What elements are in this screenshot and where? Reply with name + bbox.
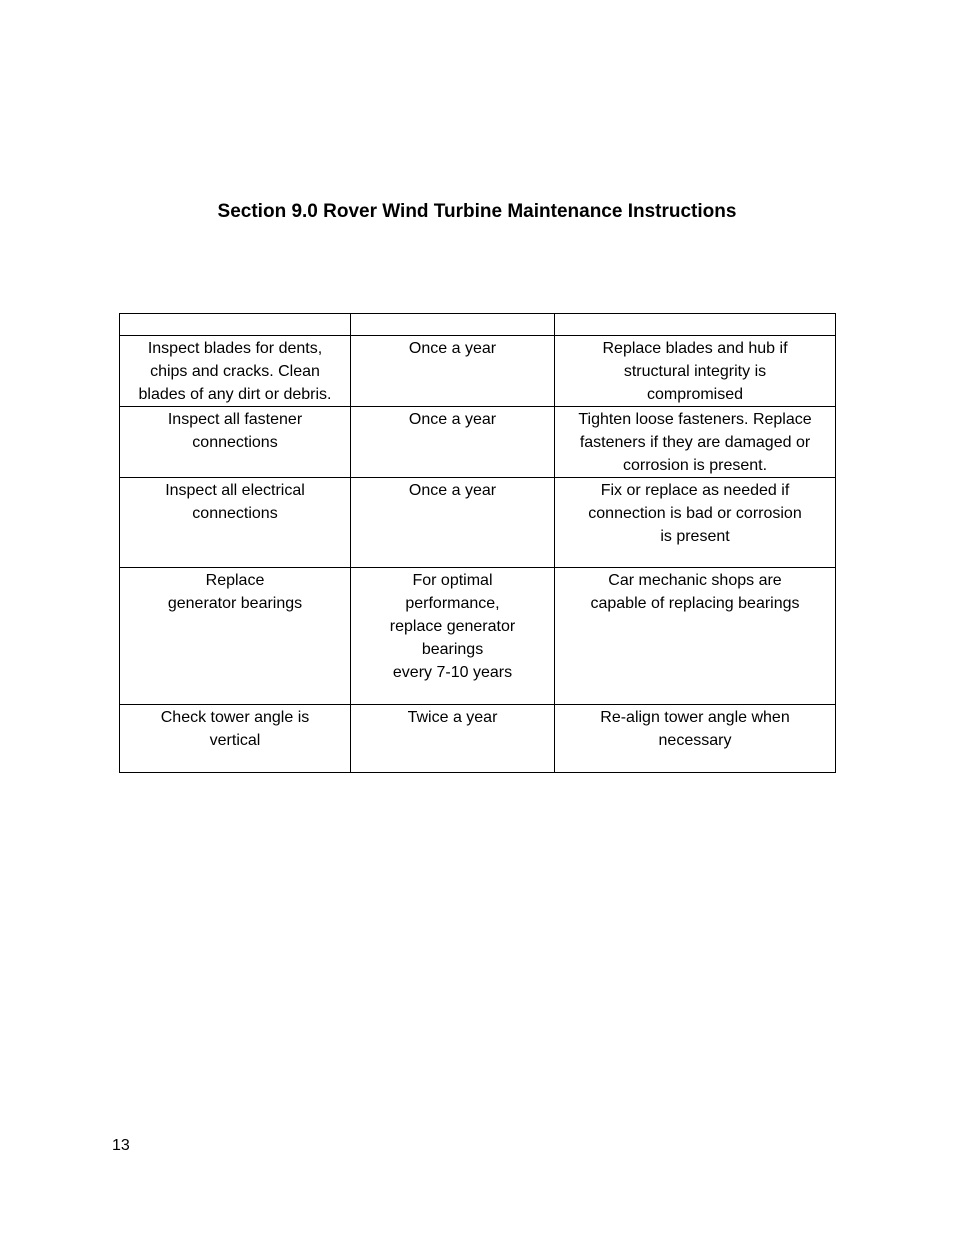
maintenance-table [119, 313, 836, 773]
task-cell: Inspect all electrical connections [120, 478, 351, 568]
action-cell: Re-align tower angle when necessary [555, 705, 836, 773]
frequency-cell: Once a year [351, 336, 555, 407]
header-cell-action [555, 314, 836, 336]
action-cell: Tighten loose fasteners. Replace fasteners if they are damaged or corrosion is present. [555, 407, 836, 478]
page-number: 13 [112, 1137, 130, 1154]
header-cell-frequency [351, 314, 555, 336]
frequency-cell: Once a year [351, 407, 555, 478]
task-cell: Check tower angle is vertical [120, 705, 351, 773]
page-title: Section 9.0 Rover Wind Turbine Maintenance Instructions [217, 201, 737, 222]
table-row [120, 705, 836, 773]
table-row [120, 568, 836, 705]
frequency-cell: Once a year [351, 478, 555, 568]
table-row [120, 407, 836, 478]
action-cell: Car mechanic shops are capable of replacing bearings [555, 568, 836, 705]
task-cell: Replace generator bearings [120, 568, 351, 705]
table-header-row [120, 314, 836, 336]
table-row [120, 336, 836, 407]
action-cell: Fix or replace as needed if connection is bad or corrosion is present [555, 478, 836, 568]
task-cell: Inspect blades for dents, chips and cracks. Clean blades of any dirt or debris. [120, 336, 351, 407]
frequency-cell: Twice a year [351, 705, 555, 773]
task-cell: Inspect all fastener connections [120, 407, 351, 478]
table-row [120, 478, 836, 568]
header-cell-task [120, 314, 351, 336]
frequency-cell: For optimal performance, replace generator bearings every 7-10 years [351, 568, 555, 705]
action-cell: Replace blades and hub if structural integrity is compromised [555, 336, 836, 407]
